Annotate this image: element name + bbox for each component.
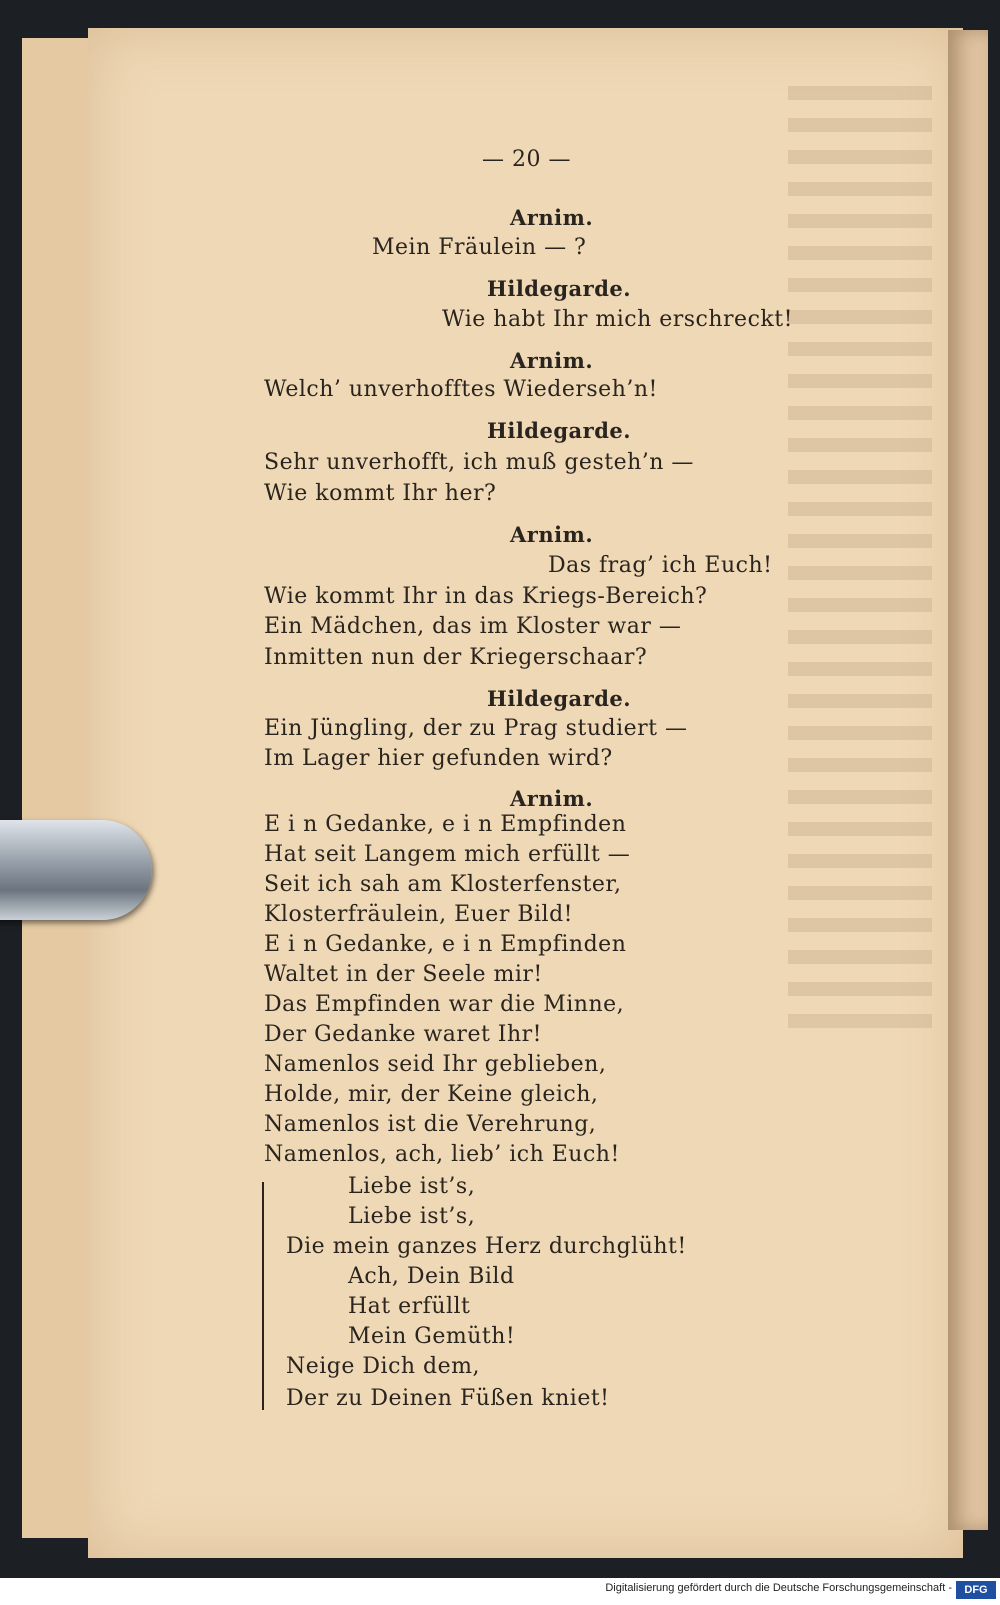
verse-line: Hat seit Langem mich erfüllt — — [264, 842, 631, 867]
verse-line: Wie kommt Ihr in das Kriegs-Bereich? — [264, 584, 708, 609]
verse-line: Das frag’ ich Euch! — [548, 553, 773, 578]
verse-line: Der Gedanke waret Ihr! — [264, 1022, 543, 1047]
verse-bracket — [262, 1182, 264, 1410]
page-number: — 20 — — [482, 147, 571, 172]
verse-line: Im Lager hier gefunden wird? — [264, 746, 613, 771]
speaker-heading: Hildegarde. — [487, 276, 632, 301]
speaker-heading: Hildegarde. — [487, 686, 632, 711]
speaker-heading: Arnim. — [510, 205, 594, 230]
verse-line: Namenlos seid Ihr geblieben, — [264, 1052, 607, 1077]
verse-line: Der zu Deinen Füßen kniet! — [286, 1386, 610, 1411]
verse-line: Klosterfräulein, Euer Bild! — [264, 902, 573, 927]
verse-line: Sehr unverhofft, ich muß gesteh’n — — [264, 450, 694, 475]
digitization-footer — [0, 1578, 1000, 1605]
verse-line: Inmitten nun der Kriegerschaar? — [264, 645, 648, 670]
verse-line: Wie habt Ihr mich erschreckt! — [442, 307, 793, 332]
verse-line: Hat erfüllt — [348, 1294, 471, 1319]
verse-line: E i n Gedanke, e i n Empfinden — [264, 932, 627, 957]
verse-line: Die mein ganzes Herz durchglüht! — [286, 1234, 687, 1259]
verse-line: Mein Fräulein — ? — [372, 235, 587, 260]
speaker-heading: Hildegarde. — [487, 418, 632, 443]
verse-line: Liebe ist’s, — [348, 1174, 476, 1199]
verse-line: Welch’ unverhofftes Wiederseh’n! — [264, 377, 658, 402]
verse-line: Wie kommt Ihr her? — [264, 481, 497, 506]
verse-line: Namenlos, ach, lieb’ ich Euch! — [264, 1142, 620, 1167]
speaker-heading: Arnim. — [510, 786, 594, 811]
funding-credit: Digitalisierung gefördert durch die Deutsche Forschungsgemeinschaft - — [605, 1582, 952, 1594]
verse-line: Waltet in der Seele mir! — [264, 962, 543, 987]
verse-line: Ein Jüngling, der zu Prag studiert — — [264, 716, 688, 741]
verse-line: Namenlos ist die Verehrung, — [264, 1112, 597, 1137]
speaker-heading: Arnim. — [510, 522, 594, 547]
verse-line: Das Empfinden war die Minne, — [264, 992, 625, 1017]
verse-line: Neige Dich dem, — [286, 1354, 481, 1379]
verse-line: Liebe ist’s, — [348, 1204, 476, 1229]
verse-line: E i n Gedanke, e i n Empfinden — [264, 812, 627, 837]
verse-line: Mein Gemüth! — [348, 1324, 516, 1349]
speaker-heading: Arnim. — [510, 348, 594, 373]
verse-line: Seit ich sah am Klosterfenster, — [264, 872, 622, 897]
verse-line: Holde, mir, der Keine gleich, — [264, 1082, 599, 1107]
verse-line: Ach, Dein Bild — [348, 1264, 515, 1289]
dfg-logo: DFG — [956, 1581, 996, 1599]
verse-line: Ein Mädchen, das im Kloster war — — [264, 614, 682, 639]
